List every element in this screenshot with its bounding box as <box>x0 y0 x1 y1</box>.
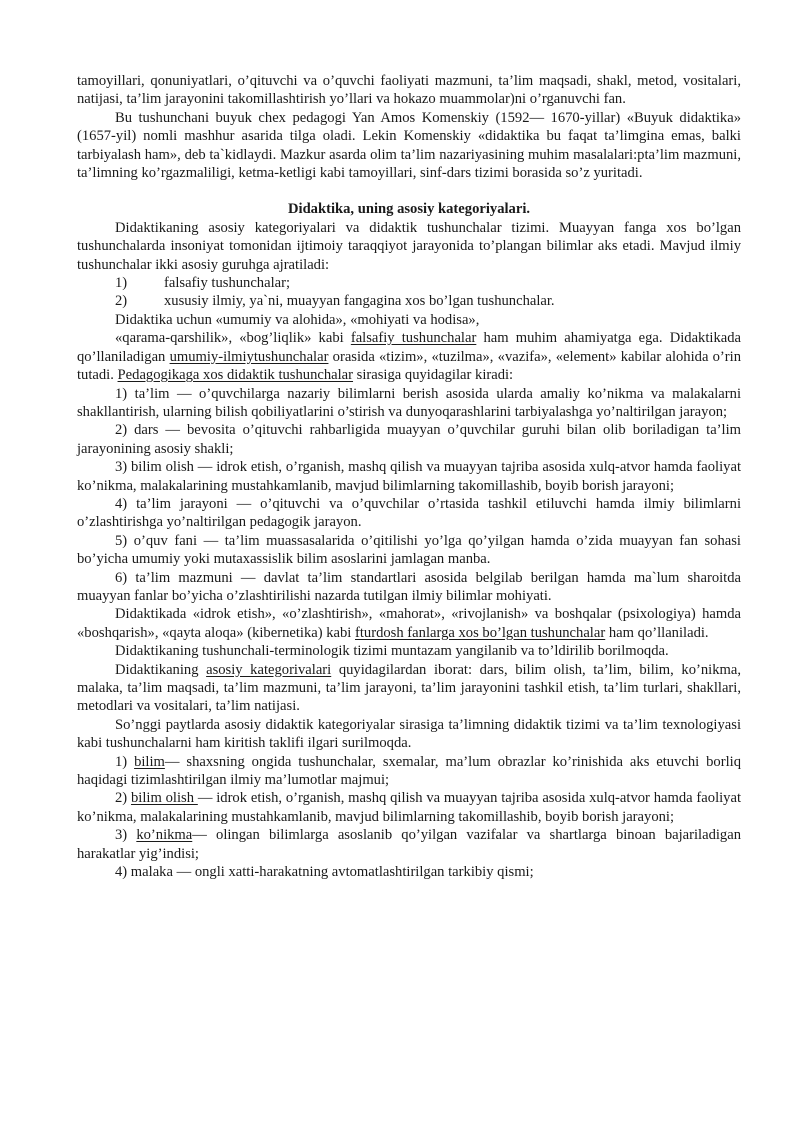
text-run: 2) <box>115 790 131 807</box>
underlined-term: Pedagogikaga xos didaktik tushunchalar <box>117 367 354 384</box>
list-text: xususiy ilmiy, ya`ni, muayyan fangagina xos bo’lgan tushunchalar. <box>164 293 555 310</box>
text-run: ham qo’llaniladi. <box>605 624 709 641</box>
paragraph: 4) malaka — ongli xatti-harakatning avtomatlashtirilgan tarkibiy qismi; <box>115 864 534 881</box>
paragraph: Bu tushunchani buyuk chex pedagogi Yan Amos Komenskiy (1592— 1670-yillar) «Buyuk didaktika» (1657-yil) nomli mashhur asarida tilga oladi. Lekin Komenskiy «didaktika bu faqat ta’limgina emas, balki tarbiyalash ham», deb ta`kidlaydi. Mazkur asarda olim ta’lim nazariyasining muhim masalalari:pta’lim mazmuni, ta’limning ko’rgazmaliligi, ketma-ketligi kabi tamoyillari, sinf-dars tizimi borasida so’z yuritadi. <box>77 109 741 182</box>
text-run: quyidagilardan iborat: dars, bilim olish, ta’lim, bilim, ko’nikma, malaka, ta’lim maqsadi, ta’lim mazmuni, ta’lim jarayoni, ta’lim jarayonini tashkil etish, ta’lim turlari, shakllari, metodlari va vositalari, ta’lim natijasi. <box>77 661 741 715</box>
document-page <box>77 72 741 881</box>
text-run: sirasiga quyidagilar kiradi: <box>353 367 514 384</box>
paragraph: Didaktika uchun «umumiy va alohida», «mohiyati va hodisa», <box>115 311 480 328</box>
paragraph: 1) ta’lim — o’quvchilarga nazariy bilimlarni berish asosida ularda amaliy ko’nikma va malakalarni shakllantirish, ularning bilish qobiliyatlarini o’stirish va dunyoqarashlarini tarbiyalashga yo’naltirilgan jarayon; <box>77 385 741 420</box>
underlined-term: umumiy-ilmiytushunchalar <box>169 348 329 365</box>
list-item <box>77 274 741 292</box>
paragraph: Didaktikaning asosiy kategoriyalari va didaktik tushunchalar tizimi. Muayyan fanga xos bo’lgan tushunchalarda insoniyat tomonidan ijtimoiy taraqqiyot jarayonida to’plangan bilimlar aks etadi. Mavjud ilmiy tushunchalar ikki asosiy guruhga ajratiladi: <box>77 219 741 273</box>
text-run: 3) <box>115 827 137 844</box>
paragraph <box>77 789 741 826</box>
text-run: — olingan bilimlarga asoslanib qo’yilgan vazifalar va shartlarga binoan bajariladigan harakatlar yig’indisi; <box>77 827 742 862</box>
list-text: falsafiy tushunchalar; <box>164 275 291 292</box>
underlined-term: fturdosh fanlarga xos bo’lgan tushunchalar <box>355 624 606 641</box>
paragraph: 6) ta’lim mazmuni — davlat ta’lim standartlari asosida belgilab berilgan hamda ma`lum sharoitda muayyan fanlar bo’yicha o’zlashtirilishi nazarda tutilgan ilmiy bilimlar mohiyati. <box>77 569 741 604</box>
list-item <box>77 292 741 310</box>
paragraph: 5) o’quv fani — ta’lim muassasalarida o’qitilishi yo’lga qo’yilgan hamda o’zida muayyan fan sohasi bo’yicha umumiy yoki mutaxassislik bilim asoslarini jamlagan manba. <box>77 532 741 568</box>
paragraph <box>77 753 741 790</box>
paragraph: tamoyillari, qonuniyatlari, o’qituvchi va o’quvchi faoliyati mazmuni, ta’lim maqsadi, shakl, metod, vositalari, natijasi, ta’lim jarayonini takomillashtirish yo’llari va hokazo muammolar)ni o’rganuvchi fan. <box>77 73 741 108</box>
underlined-term: ko’nikma <box>136 827 193 844</box>
paragraph <box>77 826 741 863</box>
text-run: orasida «tizim», «tuzilma», «vazifa», «element» kabilar alohida o’rin tutadi. <box>77 348 741 384</box>
paragraph: 4) ta’lim jarayoni — o’qituvchi va o’quvchilar o’rtasida tashkil etiluvchi hamda ilmiy bilimlarni o’zlashtirishga yo’naltirilgan pedagogik jarayon. <box>77 495 741 531</box>
text-run: ham muhim ahamiyatga ega. Didaktikada qo’llaniladigan <box>77 330 742 365</box>
underlined-term: falsafiy tushunchalar <box>350 330 477 347</box>
list-number: 2) <box>115 293 128 310</box>
paragraph: Didaktikaning tushunchali-terminologik tizimi muntazam yangilanib va to’ldirilib borilmoqda. <box>115 643 669 660</box>
underlined-term: bilim olish <box>130 790 198 807</box>
text-run: — idrok etish, o’rganish, mashq qilish va muayyan tajriba asosida xulq-atvor hamda faoliyat ko’nikma, malakalarining mustahkamlanib, mavjud bilimlarning takomillashib, boyib borish jarayoni; <box>77 790 742 825</box>
text-run: Didaktikaning <box>115 661 207 678</box>
paragraph <box>77 661 741 716</box>
paragraph: 3) bilim olish — idrok etish, o’rganish, mashq qilish va muayyan tajriba asosida xulq-atvor hamda faoliyat ko’nikma, malakalarining mustahkamlanib, mavjud bilimlarning takomillashib, boyib borish jarayoni; <box>77 459 741 494</box>
list-number: 1) <box>115 275 128 292</box>
text-run: «qarama-qarshilik», «bog’liqlik» kabi <box>115 330 351 347</box>
paragraph: So’nggi paytlarda asosiy didaktik kategoriyalar sirasiga ta’limning didaktik tizimi va ta’lim texnologiyasi kabi tushunchalarni ham kiritish taklifi ilgari surilmoqda. <box>77 716 741 752</box>
paragraph <box>77 329 741 384</box>
underlined-term: bilim <box>134 753 165 770</box>
spacer <box>77 182 741 200</box>
underlined-term: asosiy kategorivalari <box>206 661 332 678</box>
text-run: 1) <box>115 753 135 770</box>
paragraph <box>77 605 741 642</box>
paragraph: 2) dars — bevosita o’qituvchi rahbarligida muayyan o’quvchilar guruhi bilan olib boriladigan ta’lim jarayonining asosiy shakli; <box>77 422 741 457</box>
section-heading: Didaktika, uning asosiy kategoriyalari. <box>287 201 531 218</box>
text-run: Didaktikada «idrok etish», «o’zlashtirish», «mahorat», «rivojlanish» va boshqalar (psixologiya) hamda «boshqarish», «qayta aloqa» (kibernetika) kabi <box>77 606 741 641</box>
text-run: — shaxsning ongida tushunchalar, sxemalar, ma’lum obrazlar ko’rinishida aks etuvchi borliq haqidagi tizimlashtirilgan ilmiy ma’lumotlar majmui; <box>77 753 741 789</box>
